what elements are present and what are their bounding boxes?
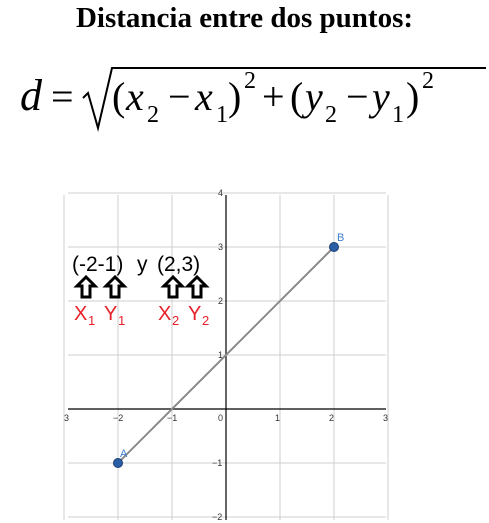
label-x2-subscript: 2 bbox=[172, 313, 180, 328]
formula-square-1: 2 bbox=[244, 68, 256, 94]
formula-y2-subscript: 2 bbox=[325, 102, 337, 128]
label-y2: Y bbox=[188, 303, 202, 325]
point-2-label: (2,3) bbox=[157, 253, 201, 276]
x-tick-label: 3 bbox=[64, 413, 70, 423]
x-tick-label: −1 bbox=[167, 413, 178, 423]
y-tick-label: −1 bbox=[212, 458, 223, 468]
point-label-a: A bbox=[120, 448, 128, 460]
x-tick-label: 2 bbox=[329, 413, 335, 423]
y-tick-label: 4 bbox=[218, 188, 224, 198]
arrow-up-icon bbox=[106, 277, 124, 297]
arrow-up-icon bbox=[188, 277, 206, 297]
formula-minus-2: − bbox=[346, 74, 369, 119]
arrow-up-icon bbox=[164, 277, 182, 297]
formula-y1-subscript: 1 bbox=[392, 102, 404, 128]
label-x1: X bbox=[74, 303, 88, 325]
formula-y1: y bbox=[372, 74, 390, 119]
formula-open-paren-2: ( bbox=[290, 74, 304, 119]
arrow-up-icon bbox=[77, 277, 95, 297]
points-connector: y bbox=[137, 253, 148, 276]
y-tick-label: 1 bbox=[218, 350, 224, 360]
coordinate-graph bbox=[0, 180, 489, 523]
x-tick-label: 3 bbox=[383, 413, 389, 423]
formula-equals: = bbox=[51, 74, 74, 119]
y-tick-label: 2 bbox=[218, 296, 224, 306]
formula-minus-1: − bbox=[168, 74, 191, 119]
point-label-b: B bbox=[337, 232, 345, 244]
formula-d: d bbox=[20, 71, 42, 120]
x-tick-label: −2 bbox=[113, 413, 124, 423]
x-tick-label: 0 bbox=[218, 413, 224, 423]
y-tick-label: 3 bbox=[218, 242, 224, 252]
distance-formula bbox=[0, 58, 489, 158]
x-tick-label: 1 bbox=[275, 413, 281, 423]
formula-close-paren-1: ) bbox=[228, 74, 242, 119]
page-title: Distancia entre dos puntos: bbox=[75, 2, 414, 34]
formula-close-paren-2: ) bbox=[406, 74, 420, 119]
label-y1: Y bbox=[104, 303, 118, 325]
y-tick-label: −2 bbox=[212, 512, 223, 522]
formula-y2: y bbox=[305, 74, 323, 119]
label-y1-subscript: 1 bbox=[118, 313, 126, 328]
formula-plus: + bbox=[262, 74, 285, 119]
formula-x2: x bbox=[126, 74, 144, 119]
label-x1-subscript: 1 bbox=[88, 313, 96, 328]
formula-open-paren-1: ( bbox=[112, 74, 126, 119]
formula-x1-subscript: 1 bbox=[216, 102, 228, 128]
label-y2-subscript: 2 bbox=[202, 313, 210, 328]
formula-x2-subscript: 2 bbox=[147, 102, 159, 128]
formula-x1: x bbox=[195, 74, 213, 119]
point-1-label: (-2-1) bbox=[72, 253, 124, 276]
formula-square-2: 2 bbox=[422, 68, 434, 94]
label-x2: X bbox=[158, 303, 172, 325]
